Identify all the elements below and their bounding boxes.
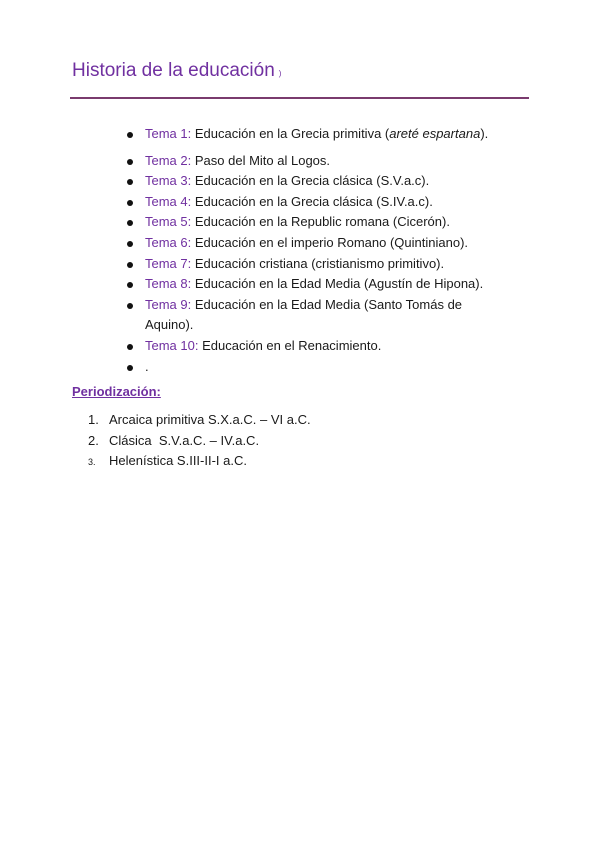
page-title xyxy=(72,60,281,82)
bullet-icon xyxy=(127,303,133,309)
bullet-icon xyxy=(127,132,133,138)
topic-text: Educación en la Republic romana (Cicerón). xyxy=(194,214,450,230)
list-item xyxy=(88,410,311,431)
topic-text: Educación en la Edad Media (Agustín de Hipona). xyxy=(194,276,484,292)
period-number: 3. xyxy=(88,457,96,467)
topic-wrap xyxy=(145,295,495,336)
topic-text: Educación en la Edad Media (Santo Tomás de Aquino). xyxy=(145,296,463,333)
list-item xyxy=(127,254,517,275)
list-item xyxy=(127,357,517,378)
topic-text-end: ). xyxy=(480,126,489,141)
topic-label: Tema 1: xyxy=(145,126,192,141)
period-text: Helenística S.III-II-I a.C. xyxy=(109,453,247,468)
list-item xyxy=(127,171,517,192)
list-item xyxy=(88,431,311,452)
list-item xyxy=(127,151,517,172)
period-text: Arcaica primitiva S.X.a.C. – VI a.C. xyxy=(109,412,311,427)
topic-text: Educación en la Grecia clásica (S.V.a.c). xyxy=(194,173,430,189)
periods-list xyxy=(88,410,311,473)
list-item xyxy=(127,233,517,254)
bullet-icon xyxy=(127,241,133,247)
topic-text: Educación en la Grecia clásica (S.IV.a.c). xyxy=(194,193,433,209)
topic-text: Educación en la Grecia primitiva ( xyxy=(194,126,390,141)
title-suffix: ) xyxy=(278,69,282,78)
list-item xyxy=(127,295,517,336)
topic-label: Tema 3: xyxy=(145,173,192,189)
topic-italic-text: areté espartana xyxy=(389,126,481,141)
bullet-icon xyxy=(127,200,133,206)
title-divider xyxy=(70,97,529,99)
period-number: 2. xyxy=(88,432,99,448)
topic-label: Tema 10: xyxy=(145,337,199,353)
topic-label: Tema 4: xyxy=(145,193,192,209)
list-item xyxy=(127,212,517,233)
topic-text: . xyxy=(145,358,149,374)
list-item xyxy=(127,274,517,295)
topic-label: Tema 6: xyxy=(145,234,192,250)
bullet-icon xyxy=(127,159,133,165)
topic-label: Tema 7: xyxy=(145,255,192,271)
bullet-icon xyxy=(127,365,133,371)
topic-text: Paso del Mito al Logos. xyxy=(194,152,331,168)
topic-label: Tema 8: xyxy=(145,276,192,292)
bullet-icon xyxy=(127,262,133,268)
topic-label: Tema 2: xyxy=(145,152,192,168)
period-text: Clásica S.V.a.C. – IV.a.C. xyxy=(109,432,260,448)
topic-text: Educación cristiana (cristianismo primitivo). xyxy=(194,255,445,271)
period-number: 1. xyxy=(88,412,99,427)
periodization-heading: Periodización: xyxy=(72,384,161,399)
topic-label: Tema 9: xyxy=(145,296,192,312)
list-item xyxy=(88,451,311,473)
list-item xyxy=(127,192,517,213)
topics-list xyxy=(127,124,517,377)
topic-text: Educación en el Renacimiento. xyxy=(202,337,382,353)
bullet-icon xyxy=(127,179,133,185)
bullet-icon xyxy=(127,282,133,288)
topic-text: Educación en el imperio Romano (Quintiniano). xyxy=(194,234,469,250)
topic-label: Tema 5: xyxy=(145,214,192,230)
list-item xyxy=(127,124,517,145)
bullet-icon xyxy=(127,344,133,350)
title-text: Historia de la educación xyxy=(72,60,275,81)
list-item xyxy=(127,336,517,357)
bullet-icon xyxy=(127,220,133,226)
